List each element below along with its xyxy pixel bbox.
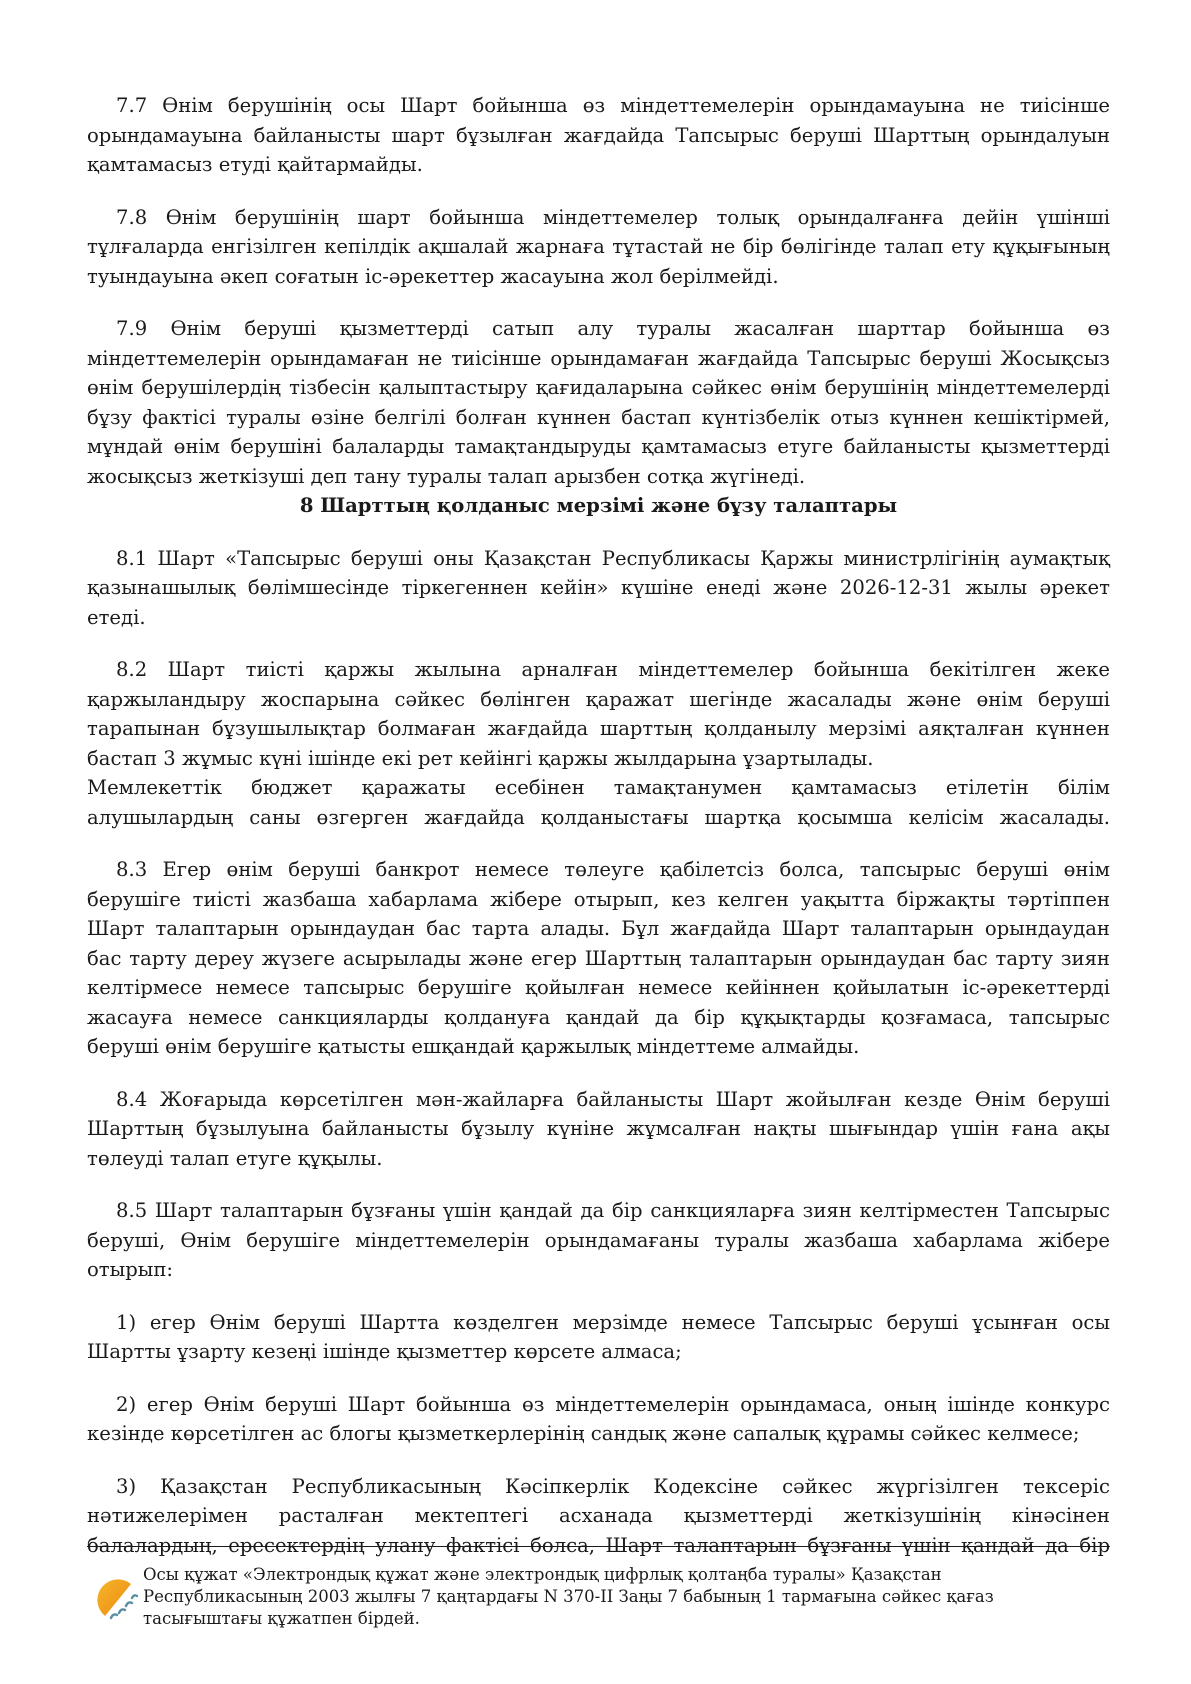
text-line: қаржыландыру жоспарына сәйкес бөлінген қаражат шегінде жасалады және өнім беруші xyxy=(87,687,1110,711)
text-line: жасауға немесе санкцияларды қолдануға қандай да бір құқықтарды қозғамаса, тапсырыс xyxy=(87,1005,1110,1029)
clause-7-9 xyxy=(87,314,1110,491)
text-line: кезінде көрсетілген ас блогы қызметкерлерінің сандық және сапалық құрамы сәйкес келмесе; xyxy=(87,1422,1080,1445)
text-line: 2) егер Өнім беруші Шарт бойынша өз міндеттемелерін орындамаса, оның ішінде конкурс xyxy=(116,1392,1110,1416)
text-line: қамтамасыз етуді қайтармайды. xyxy=(87,153,423,176)
egov-footer-stamp xyxy=(88,1564,1088,1644)
clause-8-5-item-2 xyxy=(87,1390,1110,1449)
text-line: төлеуді талап етуге құқылы. xyxy=(87,1146,383,1170)
text-line: беруші өнім берушіге қатысты ешқандай қаржылық міндеттеме алмайды. xyxy=(87,1035,860,1058)
text-line: Шартты ұзарту кезеңі ішінде қызметтер көрсете алмаса; xyxy=(87,1340,682,1363)
text-line: Мемлекеттік бюджет қаражаты есебінен тамақтанумен қамтамасыз етілетін білім xyxy=(87,776,1110,799)
section-heading-8: 8 Шарттың қолданыс мерзімі және бұзу талаптары xyxy=(299,494,898,517)
text-line: етеді. xyxy=(87,605,146,629)
text-line: туындауына әкеп соғатын іс-әрекеттер жасауына жол берілмейді. xyxy=(87,264,779,288)
text-line: орындамауына байланысты шарт бұзылған жағдайда Тапсырыс беруші Шарттың орындалуын xyxy=(87,123,1110,147)
footer-line: тасығыштағы құжатпен бірдей. xyxy=(143,1609,420,1628)
clause-8-1 xyxy=(87,544,1110,633)
text-line: 8.5 Шарт талаптарын бұзғаны үшін қандай да бір санкцияларға зиян келтірместен Тапсырыс xyxy=(116,1199,1110,1222)
egov-sun-logo-icon xyxy=(91,1574,139,1622)
clause-8-5 xyxy=(87,1196,1110,1285)
text-line: 7.8 Өнім берушінің шарт бойынша міндеттемелер толық орындалғанға дейін үшінші xyxy=(116,205,1110,229)
text-line: бұзу фактісі туралы өзіне белгілі болған күннен бастап күнтізбелік отыз күннен кешіктірмей, xyxy=(87,405,1110,429)
text-line: 3) Қазақстан Республикасының Кәсіпкерлік Кодексіне сәйкес жүргізілген тексеріс xyxy=(116,1474,1110,1498)
text-line: өнім берушілердің тізбесін қалыптастыру қағидаларына сәйкес өнім берушінің міндеттемелерді xyxy=(87,376,1110,399)
clause-8-5-item-1 xyxy=(87,1308,1110,1367)
text-line: 8.4 Жоғарыда көрсетілген мән-жайларға байланысты Шарт жойылған кезде Өнім беруші xyxy=(116,1087,1110,1111)
clause-8-2 xyxy=(87,655,1110,832)
text-line: берушіге тиісті жазбаша хабарлама жібере отырып, кез келген уақытта біржақты тәртіппен xyxy=(87,887,1110,911)
clause-8-3 xyxy=(87,855,1110,1062)
text-line: мұндай өнім берушіні балаларды тамақтандыруды қамтамасыз етуге байланысты қызметтерді xyxy=(87,435,1110,458)
text-line: 7.9 Өнім беруші қызметтерді сатып алу туралы жасалған шарттар бойынша өз xyxy=(116,317,1110,340)
text-line: 7.7 Өнім берушінің осы Шарт бойынша өз міндеттемелерін орындамауына не тиісінше xyxy=(116,94,1110,117)
text-line: тұлғаларда енгізілген кепілдік ақшалай жарнаға тұтастай не бір бөлігінде талап ету құқығының xyxy=(87,235,1110,258)
text-line: нәтижелерімен расталған мектептегі асханада қызметтерді жеткізушінің кінәсінен xyxy=(87,1504,1110,1527)
text-line: тарапынан бұзушылықтар болмаған жағдайда шарттың қолданылу мерзімі аяқталған күннен xyxy=(87,717,1110,740)
text-line: Шарт талаптарын орындаудан бас тарта алады. Бұл жағдайда Шарт талаптарын орындаудан xyxy=(87,917,1110,940)
text-line: беруші, Өнім берушіге міндеттемелерін орындамағаны туралы жазбаша хабарлама жібере xyxy=(87,1228,1110,1252)
footer-legal-notice xyxy=(143,1564,1043,1630)
clause-7-8 xyxy=(87,203,1110,292)
text-line: бас тарту дереу жүзеге асырылады және егер Шарттың талаптарын орындаудан бас тарту зиян xyxy=(87,946,1110,970)
clause-8-4 xyxy=(87,1085,1110,1174)
text-line-struck-through: балалардың, ересектердің улану фактісі болса, Шарт талаптарын бұзғаны үшін қандай да бір xyxy=(87,1531,1110,1561)
clause-7-7 xyxy=(87,91,1110,180)
text-line: отырып: xyxy=(87,1258,174,1281)
text-line: 8.3 Егер өнім беруші банкрот немесе төлеуге қабілетсіз болса, тапсырыс беруші өнім xyxy=(116,858,1110,881)
text-line: келтірмесе немесе тапсырыс берушіге қойылған немесе кейіннен қойылатын іс-әрекеттерді xyxy=(87,976,1110,999)
text-line: 1) егер Өнім беруші Шартта көзделген мерзімде немесе Тапсырыс беруші ұсынған осы xyxy=(116,1310,1110,1334)
text-line: алушылардың саны өзгерген жағдайда қолданыстағы шартқа қосымша келісім жасалады. xyxy=(87,805,1110,829)
clause-8-5-item-3 xyxy=(87,1472,1110,1561)
footer-line: Республикасының 2003 жылғы 7 қаңтардағы N 370-II Заңы 7 бабының 1 тармағына сәйкес қағаз xyxy=(143,1587,994,1606)
text-line: қазынашылық бөлімшесінде тіркегеннен кейін» күшіне енеді және 2026-12-31 жылы әрекет xyxy=(87,576,1110,599)
text-line: міндеттемелерін орындамаған не тиісінше орындамаған жағдайда Тапсырыс беруші Жосықсыз xyxy=(87,346,1110,370)
footer-line: Осы құжат «Электрондық құжат және электрондық цифрлық қолтаңба туралы» Қазақстан xyxy=(143,1565,942,1584)
text-line: бастап 3 жұмыс күні ішінде екі рет кейінгі қаржы жылдарына ұзартылады. xyxy=(87,746,874,770)
document-body xyxy=(87,91,1110,1560)
text-line: 8.2 Шарт тиісті қаржы жылына арналған міндеттемелер бойынша бекітілген жеке xyxy=(116,658,1110,681)
text-line: жосықсыз жеткізуші деп тану туралы талап арызбен сотқа жүгінеді. xyxy=(87,464,806,488)
text-line: 8.1 Шарт «Тапсырыс беруші оны Қазақстан Республикасы Қаржы министрлігінің аумақтық xyxy=(116,546,1110,570)
text-line: Шарттың бұзылуына байланысты бұзылу күніне жұмсалған нақты шығындар үшін ғана ақы xyxy=(87,1117,1110,1140)
